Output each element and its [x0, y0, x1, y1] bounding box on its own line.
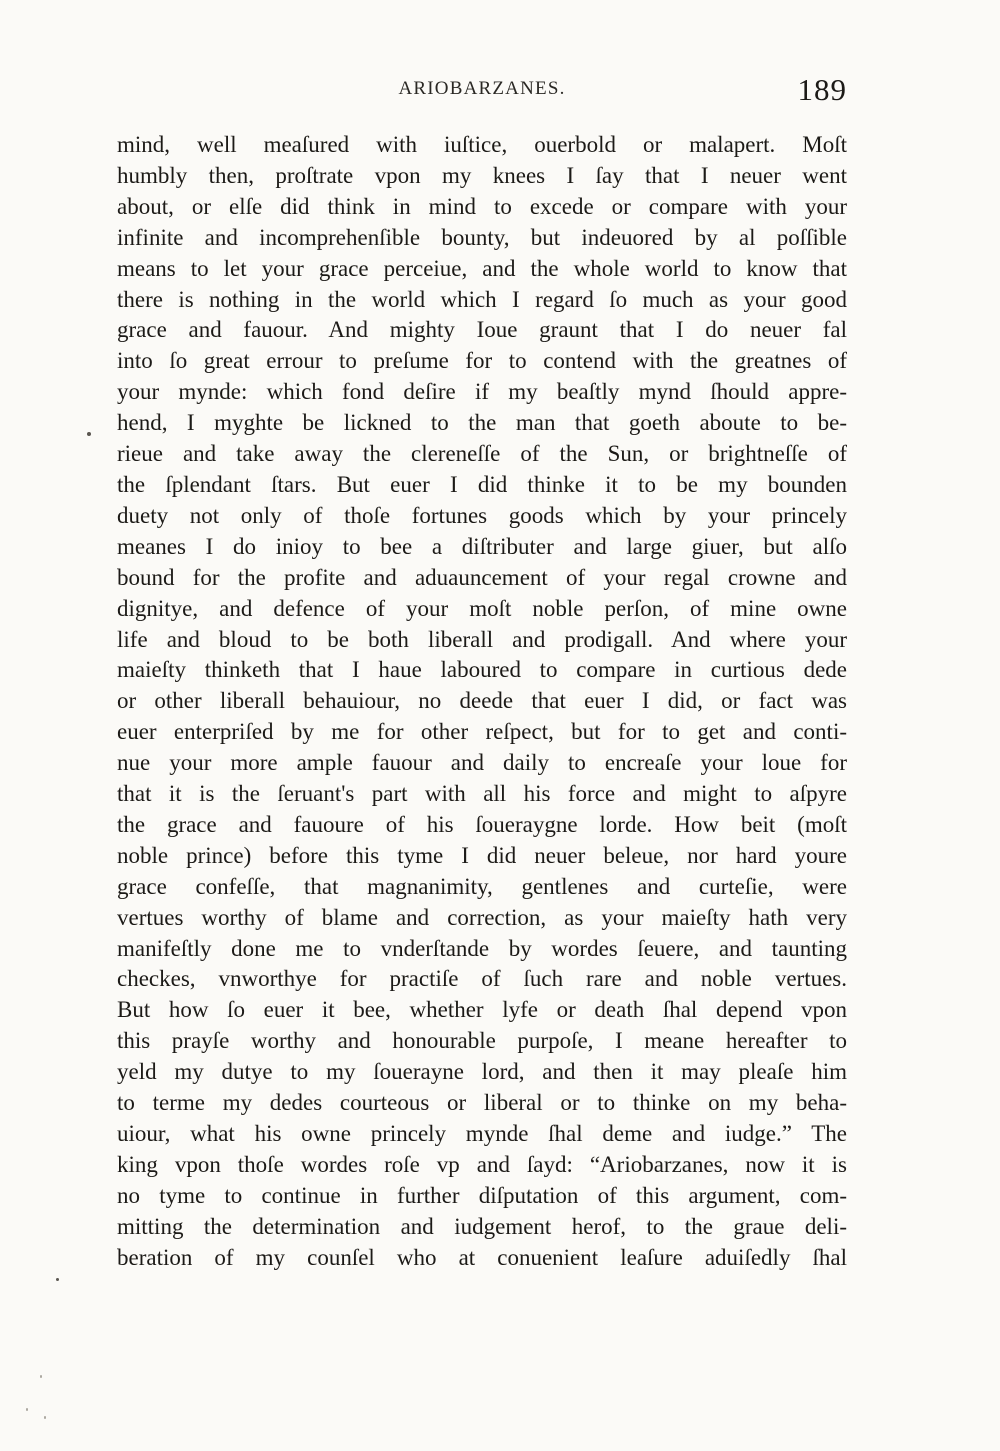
- paper-speck: [40, 1375, 42, 1378]
- text-line: rieue and take away the clereneſſe of the Sun, or brightneſſe of: [117, 441, 847, 467]
- paper-speck: [44, 1416, 46, 1419]
- text-line: means to let your grace perceiue, and the whole world to know that: [117, 255, 847, 281]
- text-line: there is nothing in the world which I regard ſo much as your good: [117, 286, 847, 312]
- text-line: mitting the determination and iudgement herof, to the graue deli-: [117, 1213, 847, 1239]
- text-line: duety not only of thoſe fortunes goods which by your princely: [117, 502, 847, 528]
- text-line: euer enterpriſed by me for other reſpect, but for to get and conti-: [117, 719, 847, 745]
- text-line: the grace and fauoure of his ſoueraygne lorde. How beit (moſt: [117, 811, 847, 837]
- running-head: [117, 72, 847, 112]
- paper-speck: [26, 1408, 28, 1411]
- text-line: to terme my dedes courteous or liberal or to thinke on my beha-: [117, 1090, 847, 1116]
- text-line: beration of my counſel who at conuenient leaſure aduiſedly ſhal: [117, 1244, 847, 1270]
- text-line: maieſty thinketh that I haue laboured to compare in curtious dede: [117, 657, 847, 683]
- text-line: yeld my dutye to my ſouerayne lord, and then it may pleaſe him: [117, 1059, 847, 1085]
- text-line: noble prince) before this tyme I did neuer beleue, nor hard youre: [117, 842, 847, 868]
- text-line: nue your more ample fauour and daily to encreaſe your loue for: [117, 750, 847, 776]
- text-line: uiour, what his owne princely mynde ſhal deme and iudge.” The: [117, 1121, 847, 1146]
- body-text: [117, 130, 847, 1310]
- margin-mark: [56, 1278, 59, 1281]
- text-line: hend, I myghte be lickned to the man that goeth aboute to be-: [117, 410, 847, 436]
- text-line: checkes, vnworthye for practiſe of ſuch rare and noble vertues.: [117, 966, 847, 992]
- text-line: But how ſo euer it bee, whether lyfe or death ſhal depend vpon: [117, 997, 847, 1023]
- text-line: grace and fauour. And mighty Ioue graunt that I do neuer fal: [117, 317, 847, 343]
- text-line: infinite and incomprehenſible bounty, but indeuored by al poſſible: [117, 224, 847, 250]
- text-line: or other liberall behauiour, no deede that euer I did, or fact was: [117, 688, 847, 714]
- text-line: bound for the profite and aduauncement of your regal crowne and: [117, 564, 847, 590]
- text-line: your mynde: which fond deſire if my beaſtly mynd ſhould appre-: [117, 379, 847, 405]
- text-line: life and bloud to be both liberall and prodigall. And where your: [117, 626, 847, 652]
- text-line: meanes I do inioy to bee a diſtributer and large giuer, but alſo: [117, 533, 847, 559]
- text-line: king vpon thoſe wordes roſe vp and ſayd: “Ariobarzanes, now it is: [117, 1151, 847, 1177]
- running-title: ARIOBARZANES.: [398, 78, 566, 99]
- text-line: this prayſe worthy and honourable purpoſe, I meane hereafter to: [117, 1028, 847, 1054]
- text-line: dignitye, and defence of your moſt noble perſon, of mine owne: [117, 595, 847, 621]
- page-number: 189: [797, 72, 847, 107]
- text-line: about, or elſe did think in mind to excede or compare with your: [117, 193, 847, 219]
- text-line: into ſo great errour to preſume for to contend with the greatnes of: [117, 348, 847, 374]
- text-line: the ſplendant ſtars. But euer I did thinke it to be my bounden: [117, 471, 847, 497]
- text-line: grace confeſſe, that magnanimity, gentlenes and curteſie, were: [117, 873, 847, 899]
- text-line: manifeſtly done me to vnderſtande by wordes ſeuere, and taunting: [117, 935, 847, 961]
- text-line: humbly then, proſtrate vpon my knees I ſay that I neuer went: [117, 162, 847, 188]
- text-line: mind, well meaſured with iuſtice, ouerbold or malapert. Moſt: [117, 132, 847, 157]
- text-line: no tyme to continue in further diſputation of this argument, com-: [117, 1182, 847, 1208]
- text-line: that it is the ſeruant's part with all his force and might to aſpyre: [117, 781, 847, 807]
- margin-mark: [87, 432, 91, 436]
- text-line: vertues worthy of blame and correction, as your maieſty hath very: [117, 904, 847, 930]
